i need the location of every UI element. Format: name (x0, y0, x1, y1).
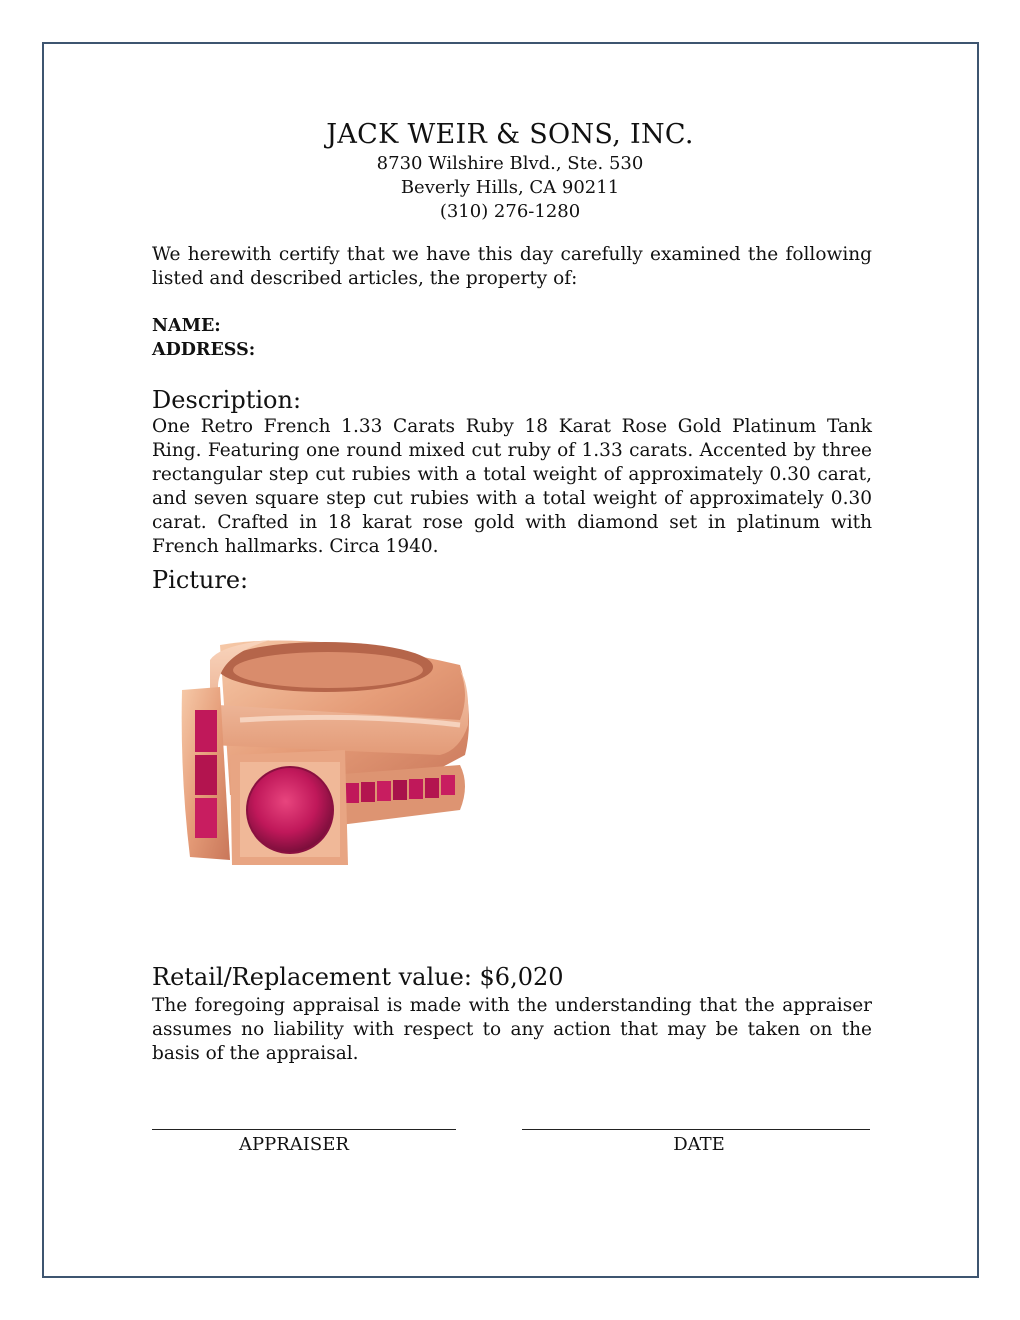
company-address-line1: 8730 Wilshire Blvd., Ste. 530 (376, 153, 644, 174)
company-header (0, 118, 1020, 224)
company-phone: (310) 276-1280 (439, 201, 581, 222)
appraiser-label: APPRAISER (239, 1134, 349, 1155)
baguette-rubies (195, 710, 217, 838)
company-name: JACK WEIR & SONS, INC. (326, 119, 694, 150)
owner-address-label: ADDRESS: (152, 340, 256, 360)
ring-photo (160, 625, 490, 875)
owner-block (152, 314, 872, 362)
value-heading: Retail/Replacement value: $6,020 (152, 963, 564, 991)
description-text: One Retro French 1.33 Carats Ruby 18 Karat Rose Gold Platinum Tank Ring. Featuring one round mixed cut ruby of 1.33 carats. Accented by three rectangular step cut rubies with a total weight of approximately 0.30 carat, and seven square step cut rubies with a total weight of approximately 0.30 carat. Crafted in 18 karat rose gold with diamond set in platinum with French hallmarks. Circa 1940. (152, 416, 872, 557)
owner-name-label: NAME: (152, 316, 221, 336)
appraiser-signature-line (152, 1129, 456, 1130)
disclaimer-text: The foregoing appraisal is made with the understanding that the appraiser assumes no liability with respect to any action that may be taken on the basis of the appraisal. (152, 995, 872, 1064)
certify-statement: We herewith certify that we have this day carefully examined the following listed and described articles, the property of: (152, 244, 872, 289)
date-signature-line (522, 1129, 870, 1130)
company-address-line2: Beverly Hills, CA 90211 (400, 177, 620, 198)
description-heading: Description: (152, 386, 302, 414)
date-label: DATE (673, 1134, 725, 1155)
picture-heading: Picture: (152, 566, 249, 594)
